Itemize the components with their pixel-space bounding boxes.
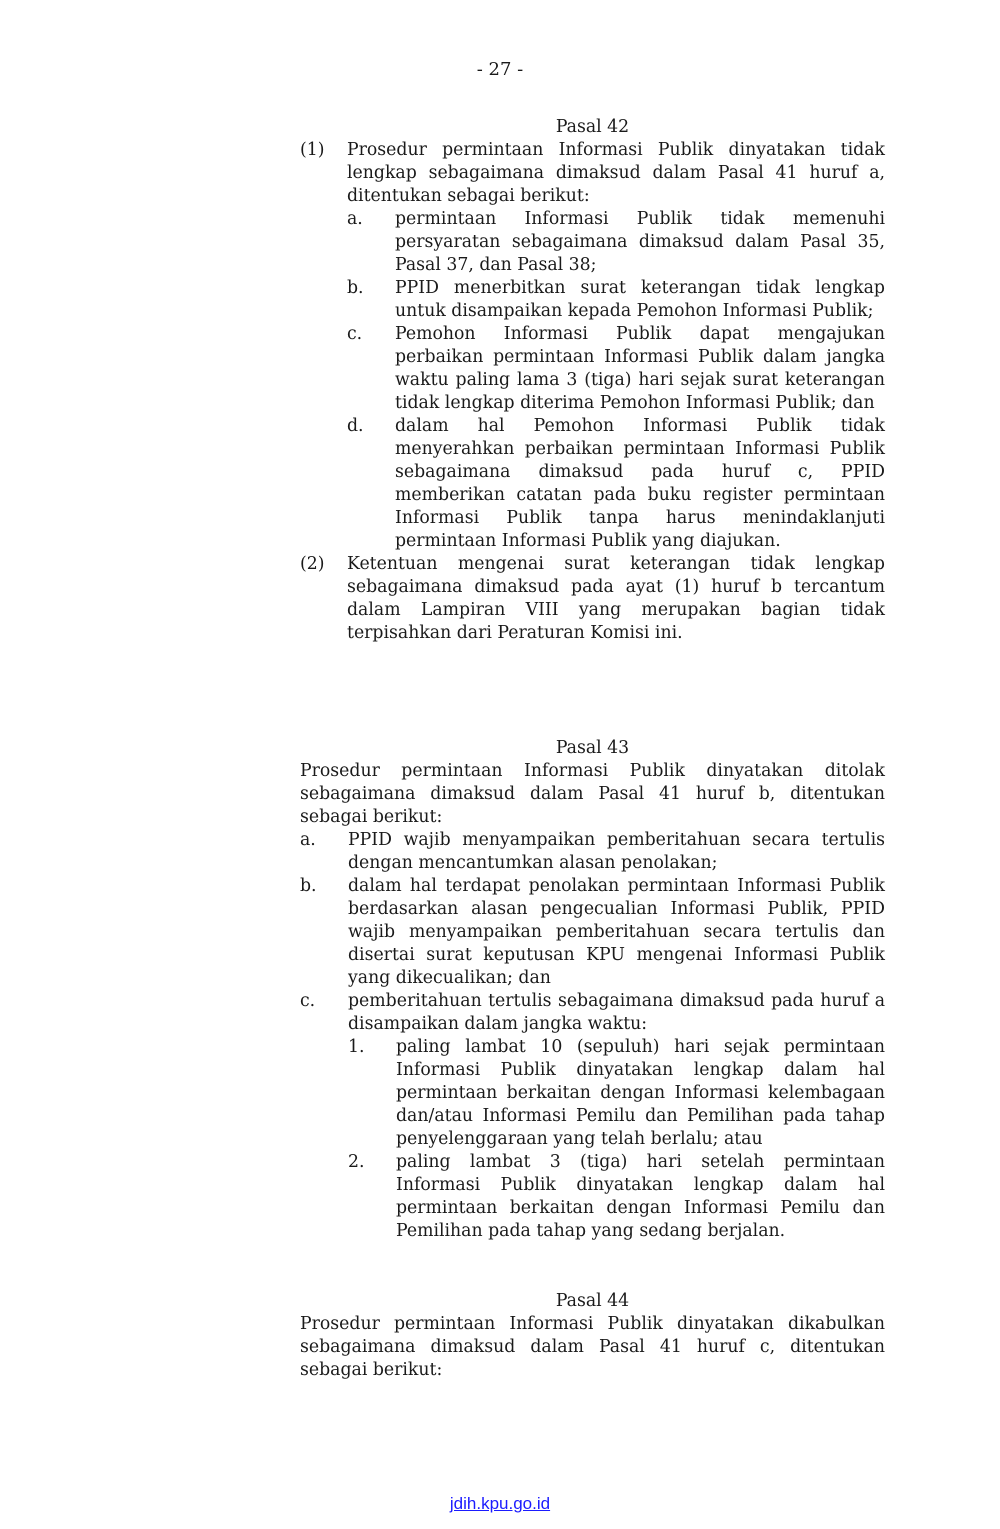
ayat-text: Ketentuan mengenai surat keterangan tidak lengkap sebagaimana dimaksud pada ayat (1) huruf b tercantum dalam Lampiran VIII yang merupakan bagian tidak terpisahkan dari Peraturan Komisi ini.	[347, 554, 885, 643]
pasal-44-title: Pasal 44	[555, 1291, 630, 1311]
ayat-label: (2)	[300, 554, 325, 574]
item-label: b.	[347, 278, 364, 298]
list-item	[300, 875, 885, 990]
item-text: dalam hal Pemohon Informasi Publik tidak menyerahkan perbaikan permintaan Informasi Publik sebagaimana dimaksud pada huruf c, PPID memberikan catatan pada buku register permintaan Informasi Publik tanpa harus menindaklanjuti permintaan Informasi Publik yang diajukan.	[395, 416, 885, 551]
sub-item-text: paling lambat 10 (sepuluh) hari sejak permintaan Informasi Publik dinyatakan lengkap dalam hal permintaan berkaitan dengan Informasi kelembagaan dan/atau Informasi Pemilu dan Pemilihan pada tahap penyelenggaraan yang telah berlalu; atau	[396, 1037, 885, 1149]
list-item	[347, 323, 885, 415]
pasal-44-intro: Prosedur permintaan Informasi Publik dinyatakan dikabulkan sebagaimana dimaksud dalam Pasal 41 huruf c, ditentukan sebagai berikut:	[300, 1314, 885, 1380]
sub-item-label: 2.	[348, 1152, 365, 1172]
pasal-44-section	[300, 1290, 885, 1382]
list-item	[347, 208, 885, 277]
item-text: pemberitahuan tertulis sebagaimana dimaksud pada huruf a disampaikan dalam jangka waktu:	[348, 991, 885, 1034]
ayat-text: Prosedur permintaan Informasi Publik dinyatakan tidak lengkap sebagaimana dimaksud dalam Pasal 41 huruf a, ditentukan sebagai berikut:	[347, 140, 885, 206]
item-label: b.	[300, 876, 317, 896]
pasal-42-title: Pasal 42	[555, 117, 630, 137]
pasal-43-intro: Prosedur permintaan Informasi Publik dinyatakan ditolak sebagaimana dimaksud dalam Pasal 41 huruf b, ditentukan sebagai berikut:	[300, 761, 885, 827]
list-item	[347, 415, 885, 553]
item-label: c.	[300, 991, 316, 1011]
item-label: a.	[347, 209, 363, 229]
item-label: a.	[300, 830, 316, 850]
pasal-43-title: Pasal 43	[555, 738, 630, 758]
jdih-link[interactable]: jdih.kpu.go.id	[449, 1494, 551, 1513]
item-text: PPID menerbitkan surat keterangan tidak lengkap untuk disampaikan kepada Pemohon Informasi Publik;	[395, 278, 885, 321]
item-text: dalam hal terdapat penolakan permintaan Informasi Publik berdasarkan alasan pengecualian Informasi Publik, PPID wajib menyampaikan pemberitahuan secara tertulis dan disertai surat keputusan KPU mengenai Informasi Publik yang dikecualikan; dan	[348, 876, 885, 988]
ayat-label: (1)	[300, 140, 325, 160]
pasal-43-section	[300, 737, 885, 1243]
pasal-42-section	[300, 116, 885, 645]
item-label: c.	[347, 324, 363, 344]
list-item	[347, 277, 885, 323]
item-text: PPID wajib menyampaikan pemberitahuan secara tertulis dengan mencantumkan alasan penolakan;	[348, 830, 885, 873]
list-item	[300, 990, 885, 1243]
footer	[0, 1494, 1000, 1514]
item-text: permintaan Informasi Publik tidak memenuhi persyaratan sebagaimana dimaksud dalam Pasal 35, Pasal 37, dan Pasal 38;	[395, 209, 885, 275]
page-number: - 27 -	[476, 59, 524, 80]
pasal-42-ayat-1	[300, 139, 885, 553]
item-label: d.	[347, 416, 364, 436]
list-item	[300, 829, 885, 875]
item-text: Pemohon Informasi Publik dapat mengajukan perbaikan permintaan Informasi Publik dalam jangka waktu paling lama 3 (tiga) hari sejak surat keterangan tidak lengkap diterima Pemohon Informasi Publik; dan	[395, 324, 885, 413]
sub-item-label: 1.	[348, 1037, 365, 1057]
sub-item-text: paling lambat 3 (tiga) hari setelah permintaan Informasi Publik dinyatakan lengkap dalam hal permintaan berkaitan dengan Informasi Pemilu dan Pemilihan pada tahap yang sedang berjalan.	[396, 1152, 885, 1241]
sub-list-item	[348, 1036, 885, 1151]
sub-list-item	[348, 1151, 885, 1243]
pasal-42-ayat-2	[300, 553, 885, 645]
